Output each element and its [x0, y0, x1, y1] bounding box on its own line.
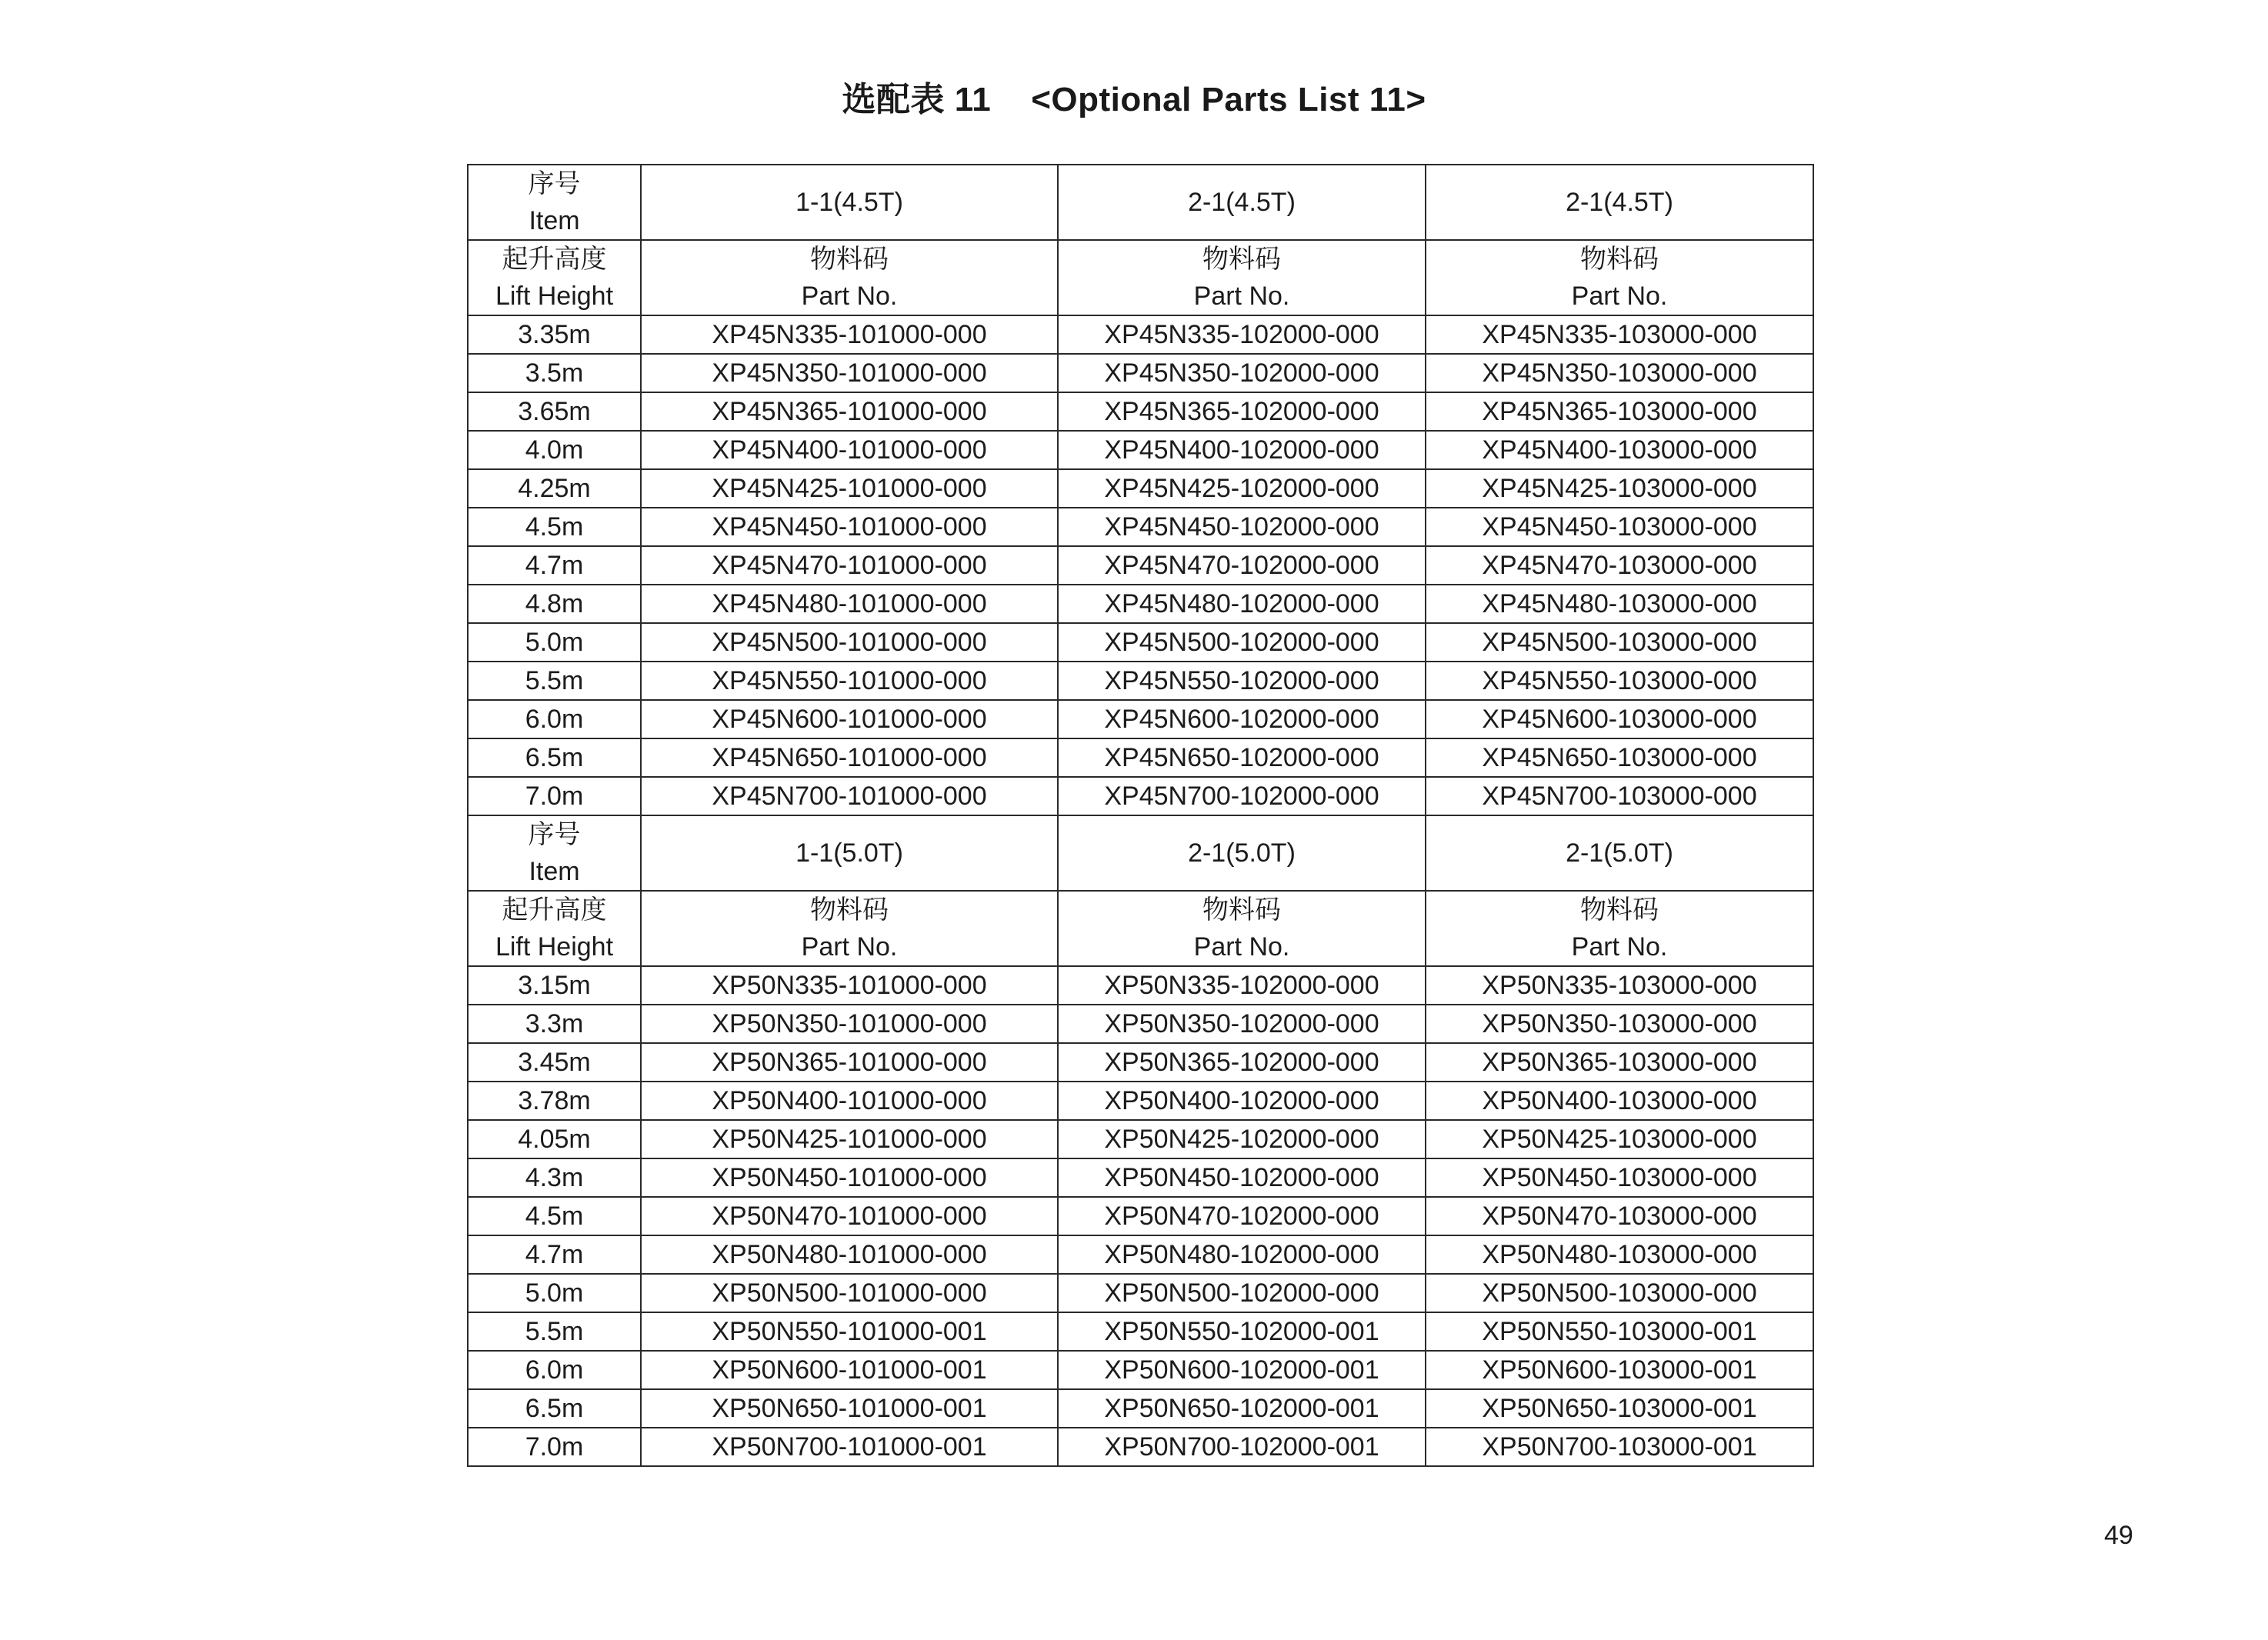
part-number-cell: XP45N600-103000-000: [1426, 700, 1813, 738]
part-number-cell: XP45N480-102000-000: [1058, 585, 1426, 623]
table-body: [468, 165, 1813, 1466]
part-number-cell: XP45N365-102000-000: [1058, 392, 1426, 431]
part-number-cell: XP45N600-102000-000: [1058, 700, 1426, 738]
part-no-header: [1426, 240, 1813, 315]
part-number-cell: XP45N550-103000-000: [1426, 662, 1813, 700]
part-number-cell: XP45N350-101000-000: [641, 354, 1058, 392]
table-row: [468, 315, 1813, 354]
table-row: [468, 777, 1813, 815]
part-number-cell: XP45N450-101000-000: [641, 508, 1058, 546]
part-no-label-en: Part No.: [1571, 282, 1668, 311]
table-row: [468, 585, 1813, 623]
part-number-cell: XP45N700-102000-000: [1058, 777, 1426, 815]
lift-height-cell: 6.0m: [468, 700, 641, 738]
item-header-row: [468, 815, 1813, 891]
part-no-header: [641, 240, 1058, 315]
part-number-cell: XP50N350-101000-000: [641, 1005, 1058, 1043]
part-no-label-cn: 物料码: [1202, 245, 1281, 274]
part-number-cell: XP45N650-103000-000: [1426, 738, 1813, 777]
table-row: [468, 508, 1813, 546]
part-number-cell: XP45N600-101000-000: [641, 700, 1058, 738]
part-number-cell: XP50N425-103000-000: [1426, 1120, 1813, 1158]
part-number-cell: XP50N480-102000-000: [1058, 1235, 1426, 1274]
part-number-cell: XP45N500-103000-000: [1426, 623, 1813, 662]
part-number-cell: XP50N425-102000-000: [1058, 1120, 1426, 1158]
lift-height-label-en: Lift Height: [495, 932, 614, 962]
part-no-header: [1058, 891, 1426, 966]
item-model-cell: 1-1(4.5T): [641, 165, 1058, 240]
lift-height-cell: 7.0m: [468, 1428, 641, 1466]
part-number-cell: XP45N335-102000-000: [1058, 315, 1426, 354]
part-number-cell: XP45N470-101000-000: [641, 546, 1058, 585]
part-number-cell: XP45N400-101000-000: [641, 431, 1058, 469]
lift-height-cell: 5.5m: [468, 662, 641, 700]
part-number-cell: XP45N400-103000-000: [1426, 431, 1813, 469]
table-row: [468, 1158, 1813, 1197]
part-number-cell: XP50N550-101000-001: [641, 1312, 1058, 1351]
lift-height-cell: 3.35m: [468, 315, 641, 354]
part-number-cell: XP50N470-103000-000: [1426, 1197, 1813, 1235]
part-number-cell: XP45N470-103000-000: [1426, 546, 1813, 585]
lift-height-header: [468, 891, 641, 966]
part-number-cell: XP45N425-102000-000: [1058, 469, 1426, 508]
table-row: [468, 354, 1813, 392]
part-number-cell: XP50N550-102000-001: [1058, 1312, 1426, 1351]
item-model-cell: 1-1(5.0T): [641, 815, 1058, 891]
lift-height-label-cn: 起升高度: [502, 895, 607, 925]
part-number-cell: XP45N700-103000-000: [1426, 777, 1813, 815]
lift-height-cell: 5.0m: [468, 623, 641, 662]
part-number-cell: XP50N500-102000-000: [1058, 1274, 1426, 1312]
lift-height-cell: 3.5m: [468, 354, 641, 392]
part-no-label-cn: 物料码: [810, 245, 889, 274]
part-no-label-en: Part No.: [1193, 282, 1290, 311]
item-header-row: [468, 165, 1813, 240]
part-number-cell: XP45N400-102000-000: [1058, 431, 1426, 469]
table-row: [468, 1082, 1813, 1120]
part-number-cell: XP45N365-101000-000: [641, 392, 1058, 431]
lift-height-cell: 3.78m: [468, 1082, 641, 1120]
item-model-cell: 2-1(5.0T): [1426, 815, 1813, 891]
part-number-cell: XP50N650-102000-001: [1058, 1389, 1426, 1428]
part-number-cell: XP45N335-101000-000: [641, 315, 1058, 354]
table-row: [468, 1312, 1813, 1351]
lift-height-label-cn: 起升高度: [502, 245, 607, 274]
part-number-cell: XP50N480-103000-000: [1426, 1235, 1813, 1274]
part-header-row: [468, 240, 1813, 315]
part-no-label-cn: 物料码: [810, 895, 889, 925]
part-no-header: [1426, 891, 1813, 966]
part-number-cell: XP45N480-103000-000: [1426, 585, 1813, 623]
part-number-cell: XP45N550-101000-000: [641, 662, 1058, 700]
part-number-cell: XP50N450-102000-000: [1058, 1158, 1426, 1197]
part-number-cell: XP50N600-101000-001: [641, 1351, 1058, 1389]
part-number-cell: XP45N650-102000-000: [1058, 738, 1426, 777]
lift-height-cell: 6.5m: [468, 1389, 641, 1428]
lift-height-header: [468, 240, 641, 315]
lift-height-cell: 3.15m: [468, 966, 641, 1005]
part-number-cell: XP45N500-102000-000: [1058, 623, 1426, 662]
part-number-cell: XP45N650-101000-000: [641, 738, 1058, 777]
part-no-label-cn: 物料码: [1580, 895, 1659, 925]
table-row: [468, 546, 1813, 585]
lift-height-cell: 4.0m: [468, 431, 641, 469]
lift-height-cell: 6.5m: [468, 738, 641, 777]
part-number-cell: XP50N350-102000-000: [1058, 1005, 1426, 1043]
part-no-label-en: Part No.: [801, 282, 898, 311]
lift-height-cell: 7.0m: [468, 777, 641, 815]
part-number-cell: XP50N350-103000-000: [1426, 1005, 1813, 1043]
part-number-cell: XP50N470-101000-000: [641, 1197, 1058, 1235]
lift-height-cell: 6.0m: [468, 1351, 641, 1389]
part-number-cell: XP45N350-103000-000: [1426, 354, 1813, 392]
item-label-en: Item: [529, 206, 580, 235]
item-header-label: [468, 165, 641, 240]
item-label-cn: 序号: [528, 820, 581, 849]
part-number-cell: XP45N480-101000-000: [641, 585, 1058, 623]
part-number-cell: XP50N425-101000-000: [641, 1120, 1058, 1158]
part-number-cell: XP50N335-103000-000: [1426, 966, 1813, 1005]
lift-height-cell: 4.25m: [468, 469, 641, 508]
table-row: [468, 469, 1813, 508]
lift-height-cell: 4.5m: [468, 1197, 641, 1235]
part-number-cell: XP50N600-103000-001: [1426, 1351, 1813, 1389]
table-row: [468, 1274, 1813, 1312]
part-number-cell: XP50N700-102000-001: [1058, 1428, 1426, 1466]
part-number-cell: XP45N425-101000-000: [641, 469, 1058, 508]
part-number-cell: XP50N700-101000-001: [641, 1428, 1058, 1466]
part-no-label-en: Part No.: [1571, 932, 1668, 962]
part-number-cell: XP50N600-102000-001: [1058, 1351, 1426, 1389]
part-number-cell: XP45N450-103000-000: [1426, 508, 1813, 546]
part-number-cell: XP50N480-101000-000: [641, 1235, 1058, 1274]
part-number-cell: XP45N335-103000-000: [1426, 315, 1813, 354]
part-number-cell: XP50N400-102000-000: [1058, 1082, 1426, 1120]
table-row: [468, 1005, 1813, 1043]
table-row: [468, 392, 1813, 431]
part-number-cell: XP45N350-102000-000: [1058, 354, 1426, 392]
table-row: [468, 1043, 1813, 1082]
part-number-cell: XP50N335-101000-000: [641, 966, 1058, 1005]
part-number-cell: XP50N335-102000-000: [1058, 966, 1426, 1005]
part-number-cell: XP45N470-102000-000: [1058, 546, 1426, 585]
lift-height-cell: 4.7m: [468, 546, 641, 585]
table-row: [468, 1428, 1813, 1466]
table-row: [468, 1120, 1813, 1158]
part-no-label-en: Part No.: [801, 932, 898, 962]
table-row: [468, 1351, 1813, 1389]
part-number-cell: XP50N400-103000-000: [1426, 1082, 1813, 1120]
part-number-cell: XP50N500-103000-000: [1426, 1274, 1813, 1312]
part-no-label-en: Part No.: [1193, 932, 1290, 962]
part-number-cell: XP45N550-102000-000: [1058, 662, 1426, 700]
table-row: [468, 1197, 1813, 1235]
item-model-cell: 2-1(5.0T): [1058, 815, 1426, 891]
item-model-cell: 2-1(4.5T): [1426, 165, 1813, 240]
part-no-label-cn: 物料码: [1202, 895, 1281, 925]
part-number-cell: XP45N700-101000-000: [641, 777, 1058, 815]
lift-height-cell: 5.0m: [468, 1274, 641, 1312]
part-number-cell: XP50N470-102000-000: [1058, 1197, 1426, 1235]
table-row: [468, 1235, 1813, 1274]
table-row: [468, 1389, 1813, 1428]
lift-height-cell: 4.05m: [468, 1120, 641, 1158]
part-number-cell: XP50N650-101000-001: [641, 1389, 1058, 1428]
page-number: 49: [2104, 1521, 2133, 1550]
item-header-label: [468, 815, 641, 891]
part-no-header: [1058, 240, 1426, 315]
lift-height-cell: 4.7m: [468, 1235, 641, 1274]
page-title: [0, 77, 2268, 123]
lift-height-cell: 5.5m: [468, 1312, 641, 1351]
lift-height-cell: 3.45m: [468, 1043, 641, 1082]
part-number-cell: XP45N500-101000-000: [641, 623, 1058, 662]
optional-parts-table: [467, 164, 1814, 1467]
table-row: [468, 700, 1813, 738]
part-number-cell: XP50N700-103000-001: [1426, 1428, 1813, 1466]
part-number-cell: XP50N450-101000-000: [641, 1158, 1058, 1197]
part-no-header: [641, 891, 1058, 966]
part-number-cell: XP50N550-103000-001: [1426, 1312, 1813, 1351]
lift-height-cell: 3.65m: [468, 392, 641, 431]
title-english: <Optional Parts List 11>: [1031, 81, 1426, 118]
part-number-cell: XP50N365-101000-000: [641, 1043, 1058, 1082]
part-no-label-cn: 物料码: [1580, 245, 1659, 274]
lift-height-cell: 3.3m: [468, 1005, 641, 1043]
part-number-cell: XP50N450-103000-000: [1426, 1158, 1813, 1197]
item-label-cn: 序号: [528, 169, 581, 198]
lift-height-label-en: Lift Height: [495, 282, 614, 311]
part-number-cell: XP50N365-103000-000: [1426, 1043, 1813, 1082]
table-row: [468, 623, 1813, 662]
title-chinese: 选配表 11: [842, 81, 992, 118]
part-number-cell: XP45N365-103000-000: [1426, 392, 1813, 431]
part-number-cell: XP50N365-102000-000: [1058, 1043, 1426, 1082]
lift-height-cell: 4.8m: [468, 585, 641, 623]
table-row: [468, 431, 1813, 469]
lift-height-cell: 4.3m: [468, 1158, 641, 1197]
part-number-cell: XP50N650-103000-001: [1426, 1389, 1813, 1428]
part-number-cell: XP50N400-101000-000: [641, 1082, 1058, 1120]
table-row: [468, 966, 1813, 1005]
part-number-cell: XP45N425-103000-000: [1426, 469, 1813, 508]
table-row: [468, 738, 1813, 777]
table-row: [468, 662, 1813, 700]
part-number-cell: XP45N450-102000-000: [1058, 508, 1426, 546]
lift-height-cell: 4.5m: [468, 508, 641, 546]
item-label-en: Item: [529, 857, 580, 886]
item-model-cell: 2-1(4.5T): [1058, 165, 1426, 240]
part-number-cell: XP50N500-101000-000: [641, 1274, 1058, 1312]
part-header-row: [468, 891, 1813, 966]
